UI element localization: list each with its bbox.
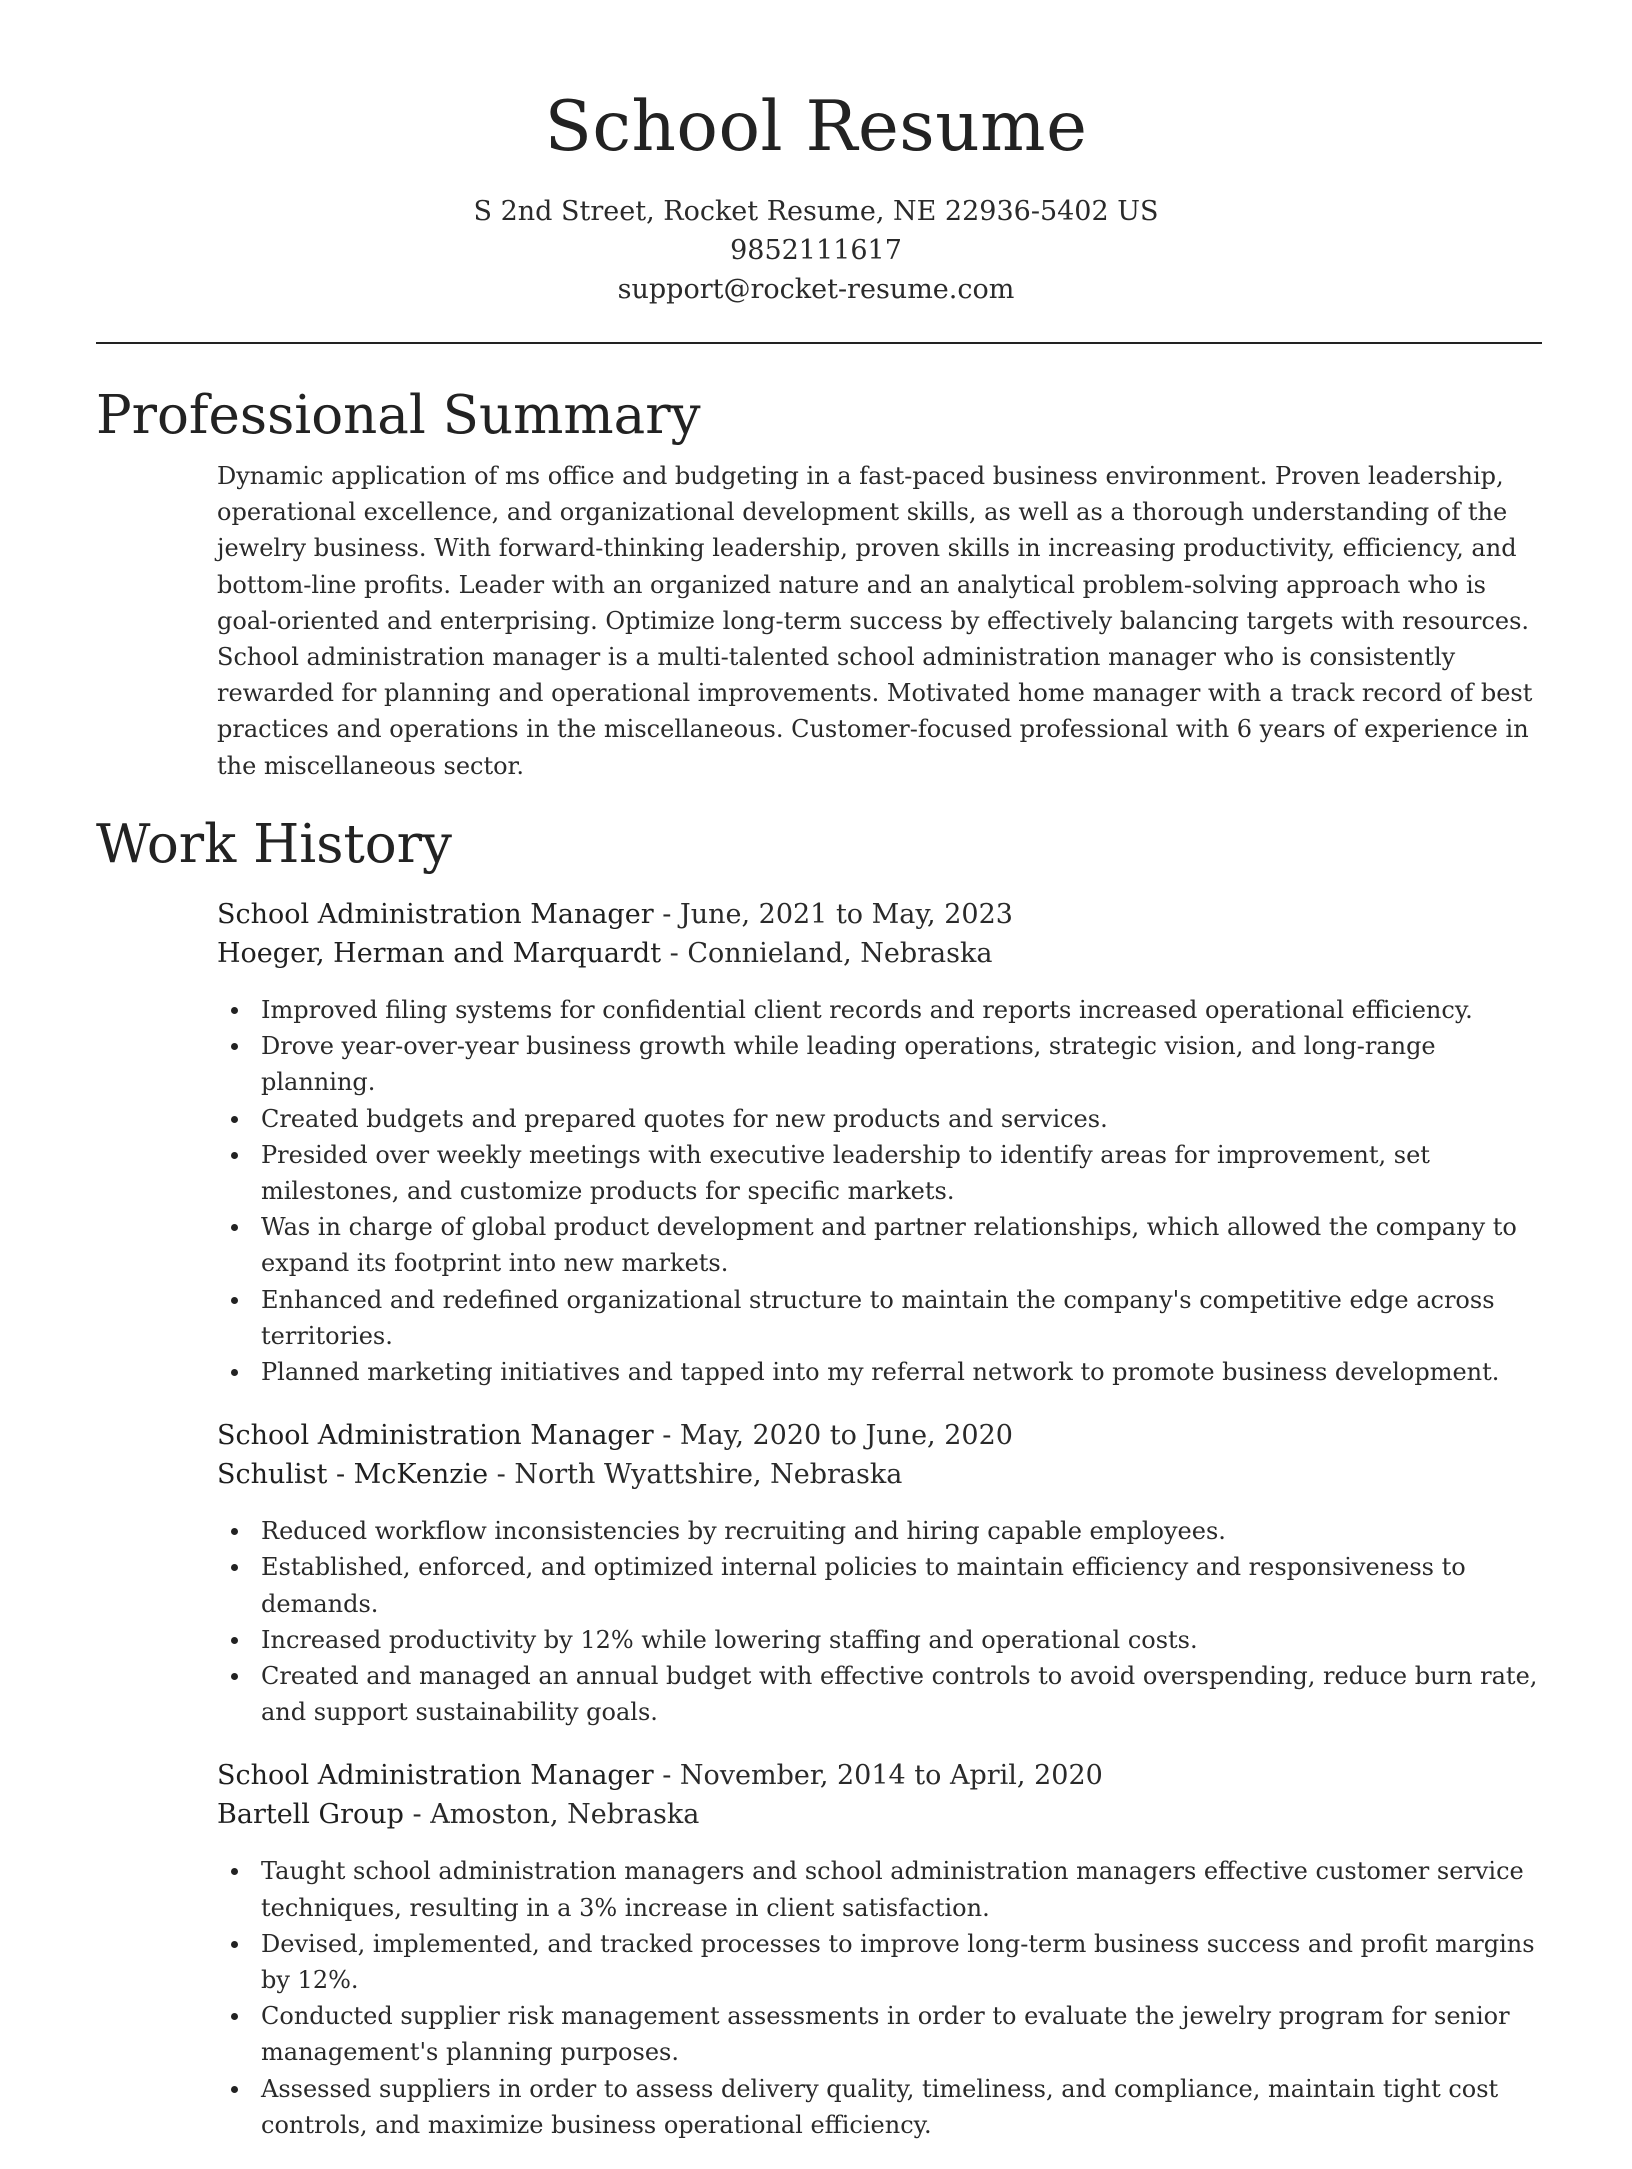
list-item [217, 1137, 1542, 1209]
bullet-text: Reduced workflow inconsistencies by recruiting and hiring capable employees. [261, 1517, 1226, 1546]
job-company-line [217, 934, 1542, 973]
separator: - [653, 899, 680, 930]
bullet-text: Enhanced and redefined organizational structure to maintain the company's competitive edge across territories. [261, 1285, 1495, 1350]
bullet-text: Presided over weekly meetings with executive leadership to identify areas for improvement, set milestones, and customize products for specific markets. [261, 1140, 1430, 1206]
list-item [217, 1513, 1542, 1549]
job-location: Connieland, Nebraska [687, 938, 993, 969]
bullet-text: Conducted supplier risk management assessments in order to evaluate the jewelry program for senior management's planning purposes. [261, 2002, 1510, 2067]
bullet-icon [231, 1564, 238, 1571]
bullet-icon [231, 1297, 238, 1304]
list-item [217, 1549, 1542, 1621]
list-item [217, 1209, 1542, 1281]
bullet-icon [231, 1369, 238, 1376]
list-item [217, 992, 1542, 1028]
job-bullet-list [217, 992, 1542, 1390]
list-item [217, 1101, 1542, 1137]
job-entry [217, 895, 1542, 1390]
list-item [217, 2071, 1542, 2143]
job-entry [217, 1416, 1542, 1730]
job-title-line [217, 895, 1542, 934]
bullet-text: Drove year-over-year business growth while leading operations, strategic vision, and long-range planning. [261, 1032, 1436, 1097]
separator: - [653, 1760, 680, 1792]
separator: - [653, 1420, 680, 1452]
resume-name: School Resume [544, 87, 1088, 167]
header-divider [96, 342, 1542, 344]
job-dates: May, 2020 to June, 2020 [679, 1420, 1013, 1452]
contact-address: S 2nd Street, Rocket Resume, NE 22936-5402 US [473, 196, 1159, 227]
contact-email: support@rocket-resume.com [617, 274, 1015, 305]
list-item [217, 1028, 1542, 1100]
job-bullet-list [217, 1513, 1542, 1730]
list-item [217, 1622, 1542, 1658]
bullet-icon [231, 1868, 238, 1875]
bullet-text: Established, enforced, and optimized internal policies to maintain efficiency and responsiveness to demands. [261, 1553, 1466, 1618]
bullet-text: Created and managed an annual budget with effective controls to avoid overspending, reduce burn rate, and support sustainability goals. [261, 1662, 1538, 1727]
job-company-line [217, 1455, 1542, 1494]
separator: - [488, 1459, 515, 1491]
separator: - [661, 938, 688, 969]
bullet-icon [231, 1043, 238, 1050]
bullet-icon [231, 1941, 238, 1948]
list-item [217, 1853, 1542, 1925]
job-title-line [217, 1416, 1542, 1455]
bullet-icon [231, 1673, 238, 1680]
job-location: North Wyattshire, Nebraska [514, 1459, 903, 1491]
summary-text: Dynamic application of ms office and budgeting in a fast-paced business environment. Proven leadership, operational excellence, and organizational development skills, as well as a thorough understanding of the jewelry business. With forward-thinking leadership, proven skills in increasing productivity, efficiency, and bottom-line profits. Leader with an organized nature and an analytical problem-solving approach who is goal-oriented and enterprising. Optimize long-term success by effectively balancing targets with resources. School administration manager is a multi-talented school administration manager who is consistently rewarded for planning and operational improvements. Motivated home manager with a track record of best practices and operations in the miscellaneous. Customer-focused professional with 6 years of experience in the miscellaneous sector. [217, 462, 1533, 780]
job-entry [217, 1756, 1542, 2143]
bullet-text: Devised, implemented, and tracked processes to improve long-term business success and profit margins by 12%. [261, 1929, 1535, 1995]
bullet-text: Created budgets and prepared quotes for new products and services. [261, 1104, 1108, 1133]
list-item [217, 1926, 1542, 1998]
bullet-text: Was in charge of global product development and partner relationships, which allowed the company to expand its footprint into new markets. [261, 1213, 1517, 1278]
separator: - [403, 1799, 431, 1831]
bullet-icon [231, 1637, 238, 1644]
list-item [217, 1282, 1542, 1354]
bullet-text: Increased productivity by 12% while lowering staffing and operational costs. [261, 1625, 1198, 1654]
job-title-line [217, 1756, 1542, 1795]
bullet-text: Improved filing systems for confidential client records and reports increased operational efficiency. [261, 996, 1473, 1024]
list-item [217, 1998, 1542, 2070]
job-list [217, 895, 1542, 2143]
contact-phone: 9852111617 [730, 235, 902, 266]
job-role: School Administration Manager [217, 899, 654, 930]
list-item [217, 1658, 1542, 1730]
job-company: Hoeger, Herman and Marquardt [217, 938, 662, 969]
bullet-icon [231, 1116, 238, 1123]
list-item [217, 1354, 1542, 1390]
work-history-section [96, 811, 1542, 2169]
summary-body [217, 458, 1542, 784]
job-dates: November, 2014 to April, 2020 [679, 1760, 1103, 1792]
section-title-summary: Professional Summary [96, 385, 701, 446]
bullet-icon [231, 1224, 238, 1231]
job-dates: June, 2021 to May, 2023 [679, 899, 1013, 930]
professional-summary-section [96, 382, 1542, 784]
job-company-line [217, 1795, 1542, 1834]
bullet-text: Planned marketing initiatives and tapped into my referral network to promote business development. [261, 1358, 1500, 1387]
contact-info [0, 192, 1632, 309]
bullet-icon [231, 1007, 238, 1014]
job-company: Bartell Group [217, 1799, 404, 1831]
resume-header [0, 0, 1632, 309]
job-role: School Administration Manager [217, 1420, 654, 1452]
bullet-text: Assessed suppliers in order to assess delivery quality, timeliness, and compliance, maintain tight cost controls, and maximize business operational efficiency. [261, 2074, 1499, 2139]
bullet-icon [231, 1152, 238, 1159]
bullet-icon [231, 2013, 238, 2020]
section-title-work: Work History [96, 814, 452, 875]
bullet-icon [231, 2086, 238, 2093]
job-bullet-list [217, 1853, 1542, 2143]
job-role: School Administration Manager [217, 1760, 654, 1792]
bullet-text: Taught school administration managers and school administration managers effective customer service techniques, resulting in a 3% increase in client satisfaction. [261, 1857, 1524, 1922]
job-company: Schulist - McKenzie [217, 1459, 489, 1491]
job-location: Amoston, Nebraska [430, 1799, 700, 1831]
bullet-icon [231, 1528, 238, 1535]
